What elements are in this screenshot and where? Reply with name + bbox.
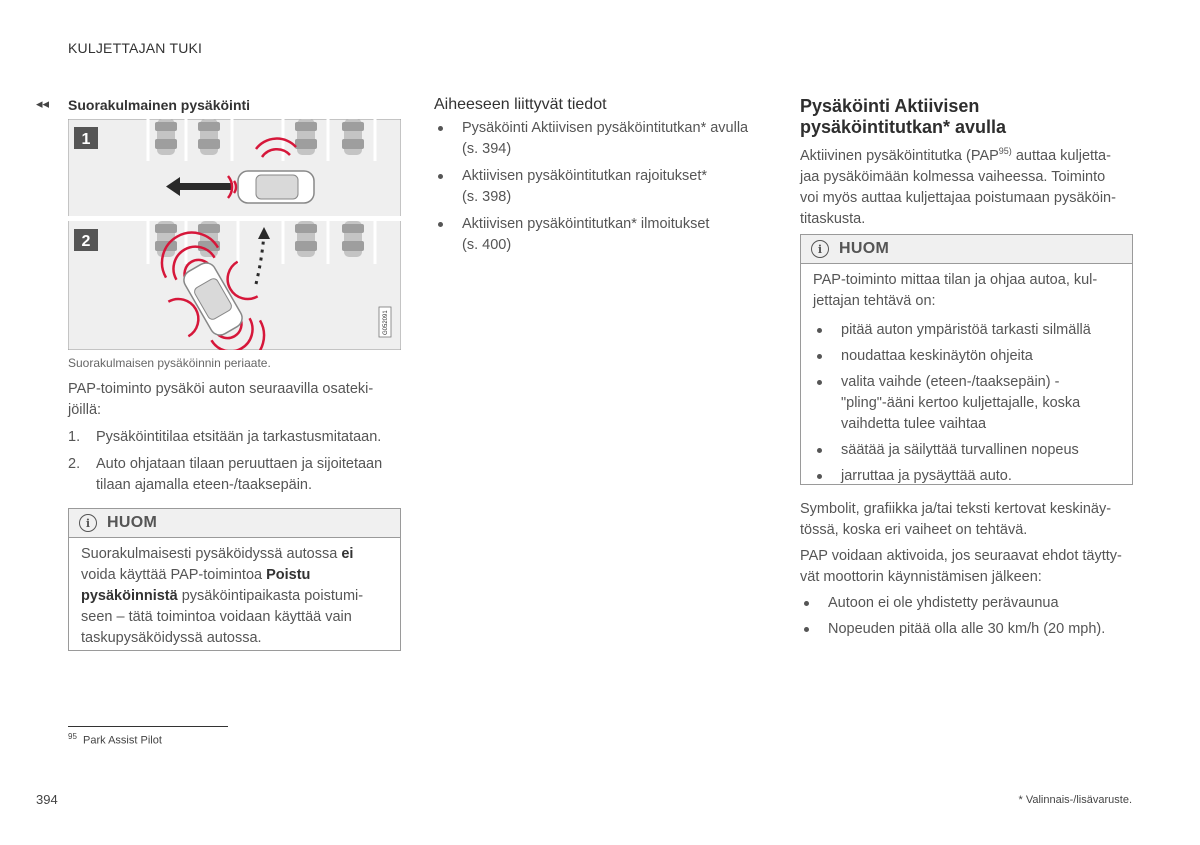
list-item: Nopeuden pitää olla alle 30 km/h (20 mph). [800,619,1135,640]
subheading: Suorakulmainen pysäköinti [68,97,251,113]
step-1-label: 1 [81,131,91,148]
footnote-rule [68,726,228,727]
list-item: 2. Auto ohjataan tilaan peruuttaen ja sijoitetaan tilaan ajamalla eteen-/taaksepäin. [68,456,383,493]
related-link-3[interactable]: Aktiivisen pysäköintitutkan* ilmoitukset (s. 400) [434,214,774,256]
steps-list [68,427,403,496]
note-header [801,235,1132,264]
note-header [69,509,400,538]
symbols-paragraph: Symbolit, grafiikka ja/tai teksti kertovat keskinäy- tössä, koska eri vaiheet on tehtävä. [800,501,1112,538]
list-item: Autoon ei ole yhdistetty perävaunua [800,593,1135,614]
info-icon: i [79,514,97,532]
optional-legend: * Valinnais-/lisävaruste. [1018,794,1132,806]
related-link-1[interactable]: Pysäköinti Aktiivisen pysäköintitutkan* avulla (s. 394) [434,118,774,160]
conditions-list [800,593,1135,640]
note-title: HUOM [839,240,890,257]
note-title: HUOM [107,514,158,531]
note-body [801,264,1132,495]
note-box-right [800,234,1133,485]
intro-paragraph: PAP-toiminto pysäköi auton seuraavilla osateki- jöillä: [68,381,374,418]
list-item: 1. Pysäköintitilaa etsitään ja tarkastusmitataan. [68,429,382,445]
page-number: 394 [36,792,58,807]
activation-paragraph: PAP voidaan aktivoida, jos seuraavat ehdot täytty- vät moottorin käynnistämisen jälkeen: [800,548,1122,585]
note-text: Suorakulmaisesti pysäköidyssä autossa ei voida käyttää PAP-toimintoa Poistu pysäköinnistä pysäköintipaikasta poistumi- seen – tätä toimintoa voidaan käyttää vain taskupysäköidyssä autossa. [81,546,364,646]
section-header: KULJETTAJAN TUKI [68,40,203,56]
list-item: jarruttaa ja pysäyttää auto. [813,466,1122,487]
continued-icon: ◂◂ [36,96,50,111]
list-item: valita vaihde (eteen-/taaksepäin) - "pling"-ääni kertoo kuljettajalle, koska vaihdetta tulee vaihtaa [813,372,1122,435]
related-links [434,118,774,256]
parking-diagram [68,119,401,350]
parking-figure [68,119,401,350]
note-intro: PAP-toiminto mittaa tilan ja ohjaa autoa, kul- jettajan tehtävä on: [813,272,1098,309]
intro-paragraph-right: Aktiivinen pysäköintitutka (PAP$^{95)}$ auttaa kuljetta- jaa pysäköimään kolmessa vaiheessa. Toiminto voi myös auttaa kuljettajaa poistumaan pysäköin- titaskusta. [800,146,1116,227]
section-heading: Pysäköinti Aktiivisen pysäköintitutkan* avulla [800,96,1007,137]
list-item: pitää auton ympäristöä tarkasti silmällä [813,320,1122,341]
info-icon: i [811,240,829,258]
footnote: $^{95}$ Park Assist Pilot [68,732,162,747]
related-link-2[interactable]: Aktiivisen pysäköintitutkan rajoitukset* (s. 398) [434,166,774,208]
figure-code: G052091 [383,310,389,335]
list-item: säätää ja säilyttää turvallinen nopeus [813,440,1122,461]
note-box-left [68,508,401,651]
step-2-label: 2 [81,233,91,250]
related-heading: Aiheeseen liittyvät tiedot [434,96,607,113]
figure-caption: Suorakulmaisen pysäköinnin periaate. [68,356,271,370]
list-item: noudattaa keskinäytön ohjeita [813,346,1122,367]
